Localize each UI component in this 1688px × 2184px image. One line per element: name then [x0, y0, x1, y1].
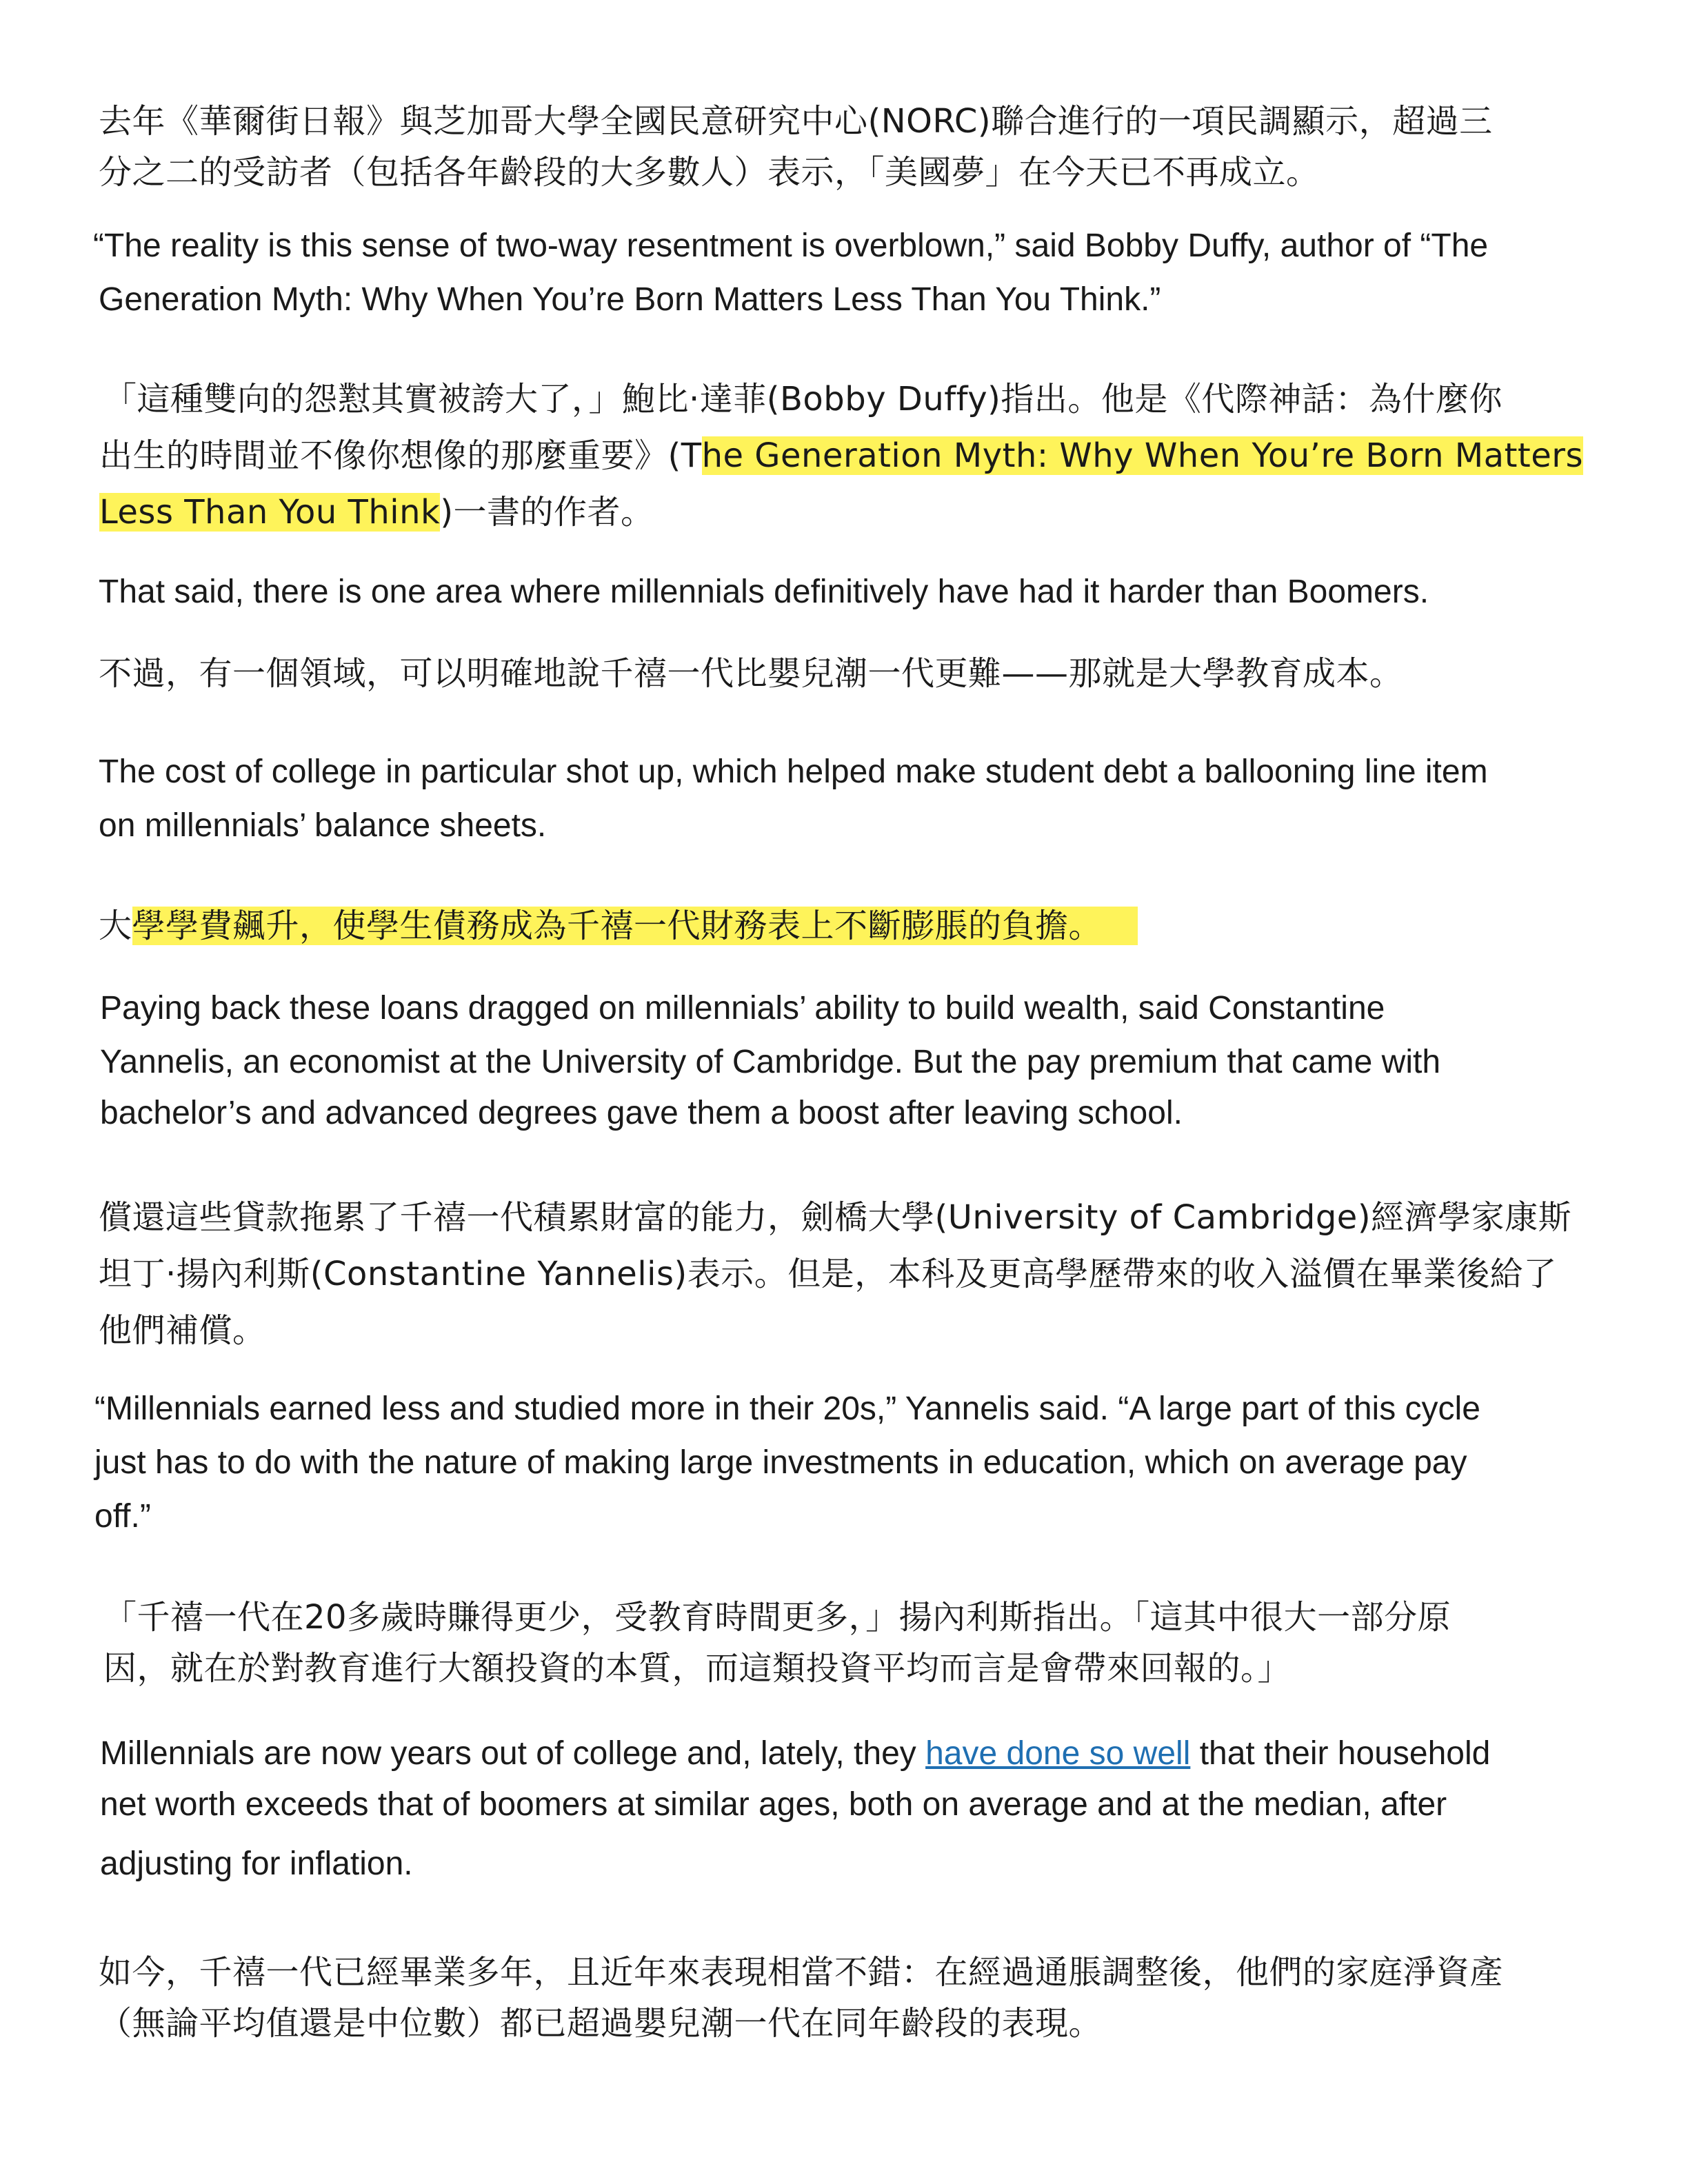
text-line — [99, 1944, 1503, 2001]
paragraph-zh-1 — [99, 93, 1493, 201]
text-run: bachelor’s and advanced degrees gave them a boost after leaving school. — [100, 1095, 1183, 1131]
text-run: 如今，千禧一代已經畢業多年，且近年來表現相當不錯：在經過通脹調整後，他們的家庭淨資產 — [99, 1953, 1504, 1992]
text-run: 「這種雙向的怨懟其實被誇大了，」鮑比·達菲(Bobby Duffy)指出。他是《代際神話：為什麼你 — [103, 380, 1503, 418]
paragraph-zh-6 — [103, 1589, 1451, 1697]
text-run: just has to do with the nature of making large investments in education, which on average pay — [94, 1444, 1467, 1481]
paragraph-en-3 — [99, 745, 1488, 853]
text-line — [100, 1086, 1440, 1140]
text-line — [94, 1436, 1480, 1490]
text-run: 出生的時間並不像你想像的那麼重要》(T — [99, 436, 702, 475]
text-run: 「千禧一代在20多歲時賺得更少，受教育時間更多，」揚內利斯指出。「這其中很大一部分原 — [103, 1598, 1451, 1637]
text-run: )一書的作者。 — [440, 493, 654, 532]
text-run: 分之二的受訪者（包括各年齡段的大多數人）表示，「美國夢」在今天已不再成立。 — [99, 153, 1320, 192]
text-run: “The reality is this sense of two-way resentment is overblown,” said Bobby Duffy, author of “The — [93, 228, 1489, 264]
text-line — [99, 898, 1138, 954]
text-line — [99, 144, 1493, 201]
text-run: That said, there is one area where millennials definitively have had it harder than Boomers. — [99, 574, 1429, 610]
text-line — [99, 799, 1488, 853]
paragraph-en-5 — [94, 1382, 1480, 1544]
paragraph-en-6 — [100, 1727, 1490, 1891]
text-run: 償還這些貸款拖累了千禧一代積累財富的能力，劍橋大學(University of Cambridge)經濟學家康斯 — [99, 1198, 1572, 1237]
text-line — [99, 1995, 1503, 2052]
text-line — [94, 1490, 1480, 1544]
text-line — [99, 1246, 1571, 1302]
paragraph-en-1 — [93, 219, 1488, 327]
text-line — [99, 745, 1488, 799]
text-line — [99, 1302, 1571, 1359]
text-line — [103, 1640, 1451, 1697]
text-run: 不過，有一個領域，可以明確地說千禧一代比嬰兒潮一代更難——那就是大學教育成本。 — [99, 654, 1403, 693]
text-run: Yannelis, an economist at the University of Cambridge. But the pay premium that came with — [100, 1044, 1441, 1080]
text-run: Millennials are now years out of college and, lately, they — [100, 1735, 926, 1772]
text-line — [99, 484, 1583, 540]
text-run: 因，就在於對教育進行大額投資的本質，而這類投資平均而言是會帶來回報的。」 — [103, 1649, 1292, 1688]
text-run: （無論平均值還是中位數）都已超過嬰兒潮一代在同年齡段的表現。 — [99, 2004, 1103, 2043]
text-run: net worth exceeds that of boomers at similar ages, both on average and at the median, after — [100, 1786, 1447, 1823]
highlighted-text: Less Than You Think — [99, 493, 441, 532]
text-run: that their household — [1190, 1735, 1491, 1772]
text-run: 去年《華爾街日報》與芝加哥大學全國民意研究中心(NORC)聯合進行的一項民調顯示，超過三 — [99, 102, 1493, 141]
text-line — [99, 1189, 1571, 1246]
inline-link-have-done-so-well[interactable]: have done so well — [925, 1735, 1191, 1772]
paragraph-zh-3 — [99, 645, 1403, 702]
paragraph-zh-7 — [99, 1944, 1503, 2052]
text-run: Paying back these loans dragged on millennials’ ability to build wealth, said Constantine — [100, 990, 1385, 1027]
text-run: 坦丁·揚內利斯(Constantine Yannelis)表示。但是，本科及更高學歷帶來的收入溢價在畢業後給了 — [99, 1255, 1557, 1293]
text-run: The cost of college in particular shot up, which helped make student debt a ballooning line item — [99, 754, 1488, 790]
text-line — [100, 1778, 1490, 1832]
highlighted-text: 學學費飆升，使學生債務成為千禧一代財務表上不斷膨脹的負擔。 — [132, 907, 1138, 945]
text-run: adjusting for inflation. — [100, 1846, 413, 1882]
text-line — [100, 1727, 1490, 1781]
text-line — [93, 219, 1488, 273]
text-line — [99, 645, 1403, 702]
text-line — [99, 565, 1429, 619]
text-line — [103, 1589, 1451, 1646]
text-line — [100, 982, 1440, 1035]
text-line — [94, 1382, 1480, 1436]
paragraph-en-4 — [100, 982, 1440, 1140]
text-run: 大 — [99, 907, 132, 945]
text-line — [100, 1035, 1440, 1089]
text-line — [99, 427, 1583, 484]
paragraph-en-2 — [99, 565, 1429, 619]
highlighted-text: he Generation Myth: Why When You’re Born Matters — [701, 436, 1584, 475]
paragraph-zh-4 — [99, 898, 1138, 954]
text-run: Generation Myth: Why When You’re Born Matters Less Than You Think.” — [99, 281, 1161, 318]
paragraph-zh-5 — [99, 1189, 1571, 1359]
text-run: on millennials’ balance sheets. — [99, 807, 547, 844]
text-line — [100, 1837, 1490, 1891]
text-run: 他們補償。 — [99, 1311, 266, 1350]
text-line — [93, 273, 1488, 327]
paragraph-zh-2 — [99, 371, 1584, 540]
text-run: off.” — [94, 1498, 151, 1535]
text-line — [103, 371, 1583, 427]
text-line — [99, 93, 1493, 150]
text-run: “Millennials earned less and studied more in their 20s,” Yannelis said. “A large part of this cycle — [94, 1391, 1480, 1427]
